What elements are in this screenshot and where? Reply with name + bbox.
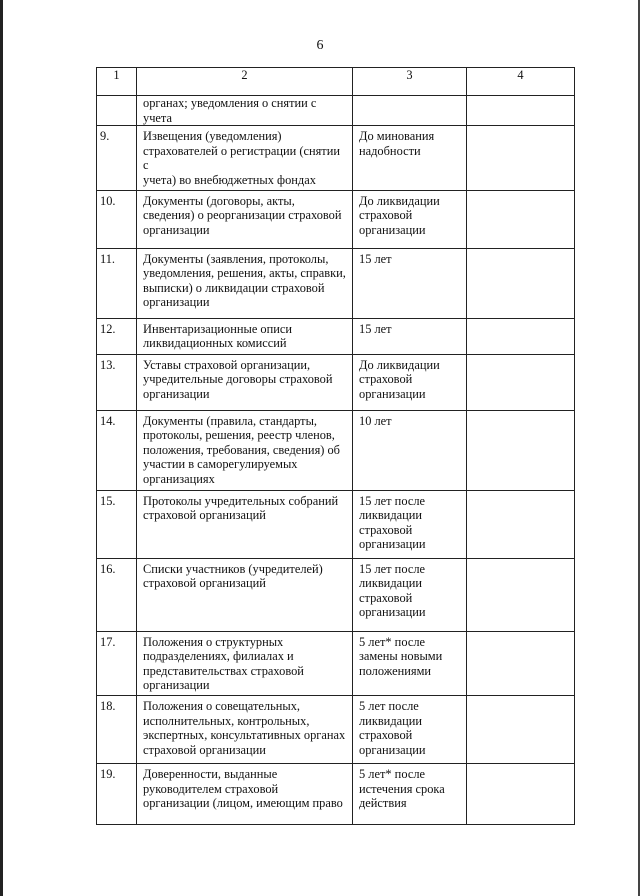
column-header: 4	[467, 68, 575, 96]
retention-term-cell: 5 лет* после замены новыми положениями	[353, 631, 467, 695]
row-number-cell: 19.	[97, 763, 137, 824]
document-type-cell: Доверенности, выданные руководителем страховой организации (лицом, имеющим право	[137, 763, 353, 824]
column-header: 2	[137, 68, 353, 96]
retention-term-cell: До ликвидации страховой организации	[353, 190, 467, 248]
column-header: 3	[353, 68, 467, 96]
note-cell	[467, 354, 575, 410]
row-number-cell: 16.	[97, 558, 137, 631]
table-row	[97, 763, 575, 824]
page-number: 6	[316, 38, 324, 53]
row-number-cell: 13.	[97, 354, 137, 410]
document-type-cell: Инвентаризационные описи ликвидационных комиссий	[137, 318, 353, 354]
retention-term-cell: До минования надобности	[353, 126, 467, 190]
row-number-cell: 15.	[97, 490, 137, 558]
row-number-cell: 9.	[97, 126, 137, 190]
row-number-cell: 11.	[97, 248, 137, 318]
records-retention-table	[96, 67, 575, 825]
document-type-cell: Положения о совещательных, исполнительных, контрольных, экспертных, консультативных органах страховой организации	[137, 695, 353, 763]
document-type-cell: Списки участников (учредителей) страховой организаций	[137, 558, 353, 631]
document-type-cell: органах; уведомления о снятии с учета	[137, 96, 353, 126]
note-cell	[467, 190, 575, 248]
document-type-cell: Документы (заявления, протоколы, уведомления, решения, акты, справки, выписки) о ликвидации страховой организации	[137, 248, 353, 318]
document-type-cell: Документы (правила, стандарты, протоколы, решения, реестр членов, положения, требования, сведения) об участии в саморегулируемых организациях	[137, 410, 353, 490]
note-cell	[467, 410, 575, 490]
note-cell	[467, 763, 575, 824]
table-row	[97, 190, 575, 248]
retention-term-cell: 15 лет после ликвидации страховой организации	[353, 490, 467, 558]
document-type-cell: Положения о структурных подразделениях, филиалах и представительствах страховой организации	[137, 631, 353, 695]
row-number-cell: 12.	[97, 318, 137, 354]
retention-term-cell: 5 лет после ликвидации страховой организации	[353, 695, 467, 763]
table-row	[97, 695, 575, 763]
table-row	[97, 126, 575, 190]
note-cell	[467, 318, 575, 354]
table-row	[97, 631, 575, 695]
note-cell	[467, 126, 575, 190]
row-number-cell: 10.	[97, 190, 137, 248]
document-type-cell: Протоколы учредительных собраний страховой организаций	[137, 490, 353, 558]
note-cell	[467, 631, 575, 695]
retention-term-cell: До ликвидации страховой организации	[353, 354, 467, 410]
retention-term-cell: 15 лет	[353, 318, 467, 354]
table-row	[97, 354, 575, 410]
retention-term-cell: 15 лет после ликвидации страховой организации	[353, 558, 467, 631]
row-number-cell	[97, 96, 137, 126]
table-row	[97, 410, 575, 490]
column-header: 1	[97, 68, 137, 96]
row-number-cell: 14.	[97, 410, 137, 490]
note-cell	[467, 695, 575, 763]
document-type-cell: Извещения (уведомления) страхователей о регистрации (снятии с учета) во внебюджетных фондах	[137, 126, 353, 190]
row-number-cell: 18.	[97, 695, 137, 763]
note-cell	[467, 248, 575, 318]
retention-term-cell: 15 лет	[353, 248, 467, 318]
retention-term-cell	[353, 96, 467, 126]
table-row-continued	[97, 96, 575, 126]
table-header-row	[97, 68, 575, 96]
retention-term-cell: 5 лет* после истечения срока действия	[353, 763, 467, 824]
table-row	[97, 558, 575, 631]
row-number-cell: 17.	[97, 631, 137, 695]
document-type-cell: Уставы страховой организации, учредительные договоры страховой организации	[137, 354, 353, 410]
document-type-cell: Документы (договоры, акты, сведения) о реорганизации страховой организации	[137, 190, 353, 248]
retention-term-cell: 10 лет	[353, 410, 467, 490]
note-cell	[467, 490, 575, 558]
note-cell	[467, 558, 575, 631]
table-row	[97, 318, 575, 354]
table-row	[97, 248, 575, 318]
note-cell	[467, 96, 575, 126]
table-row	[97, 490, 575, 558]
